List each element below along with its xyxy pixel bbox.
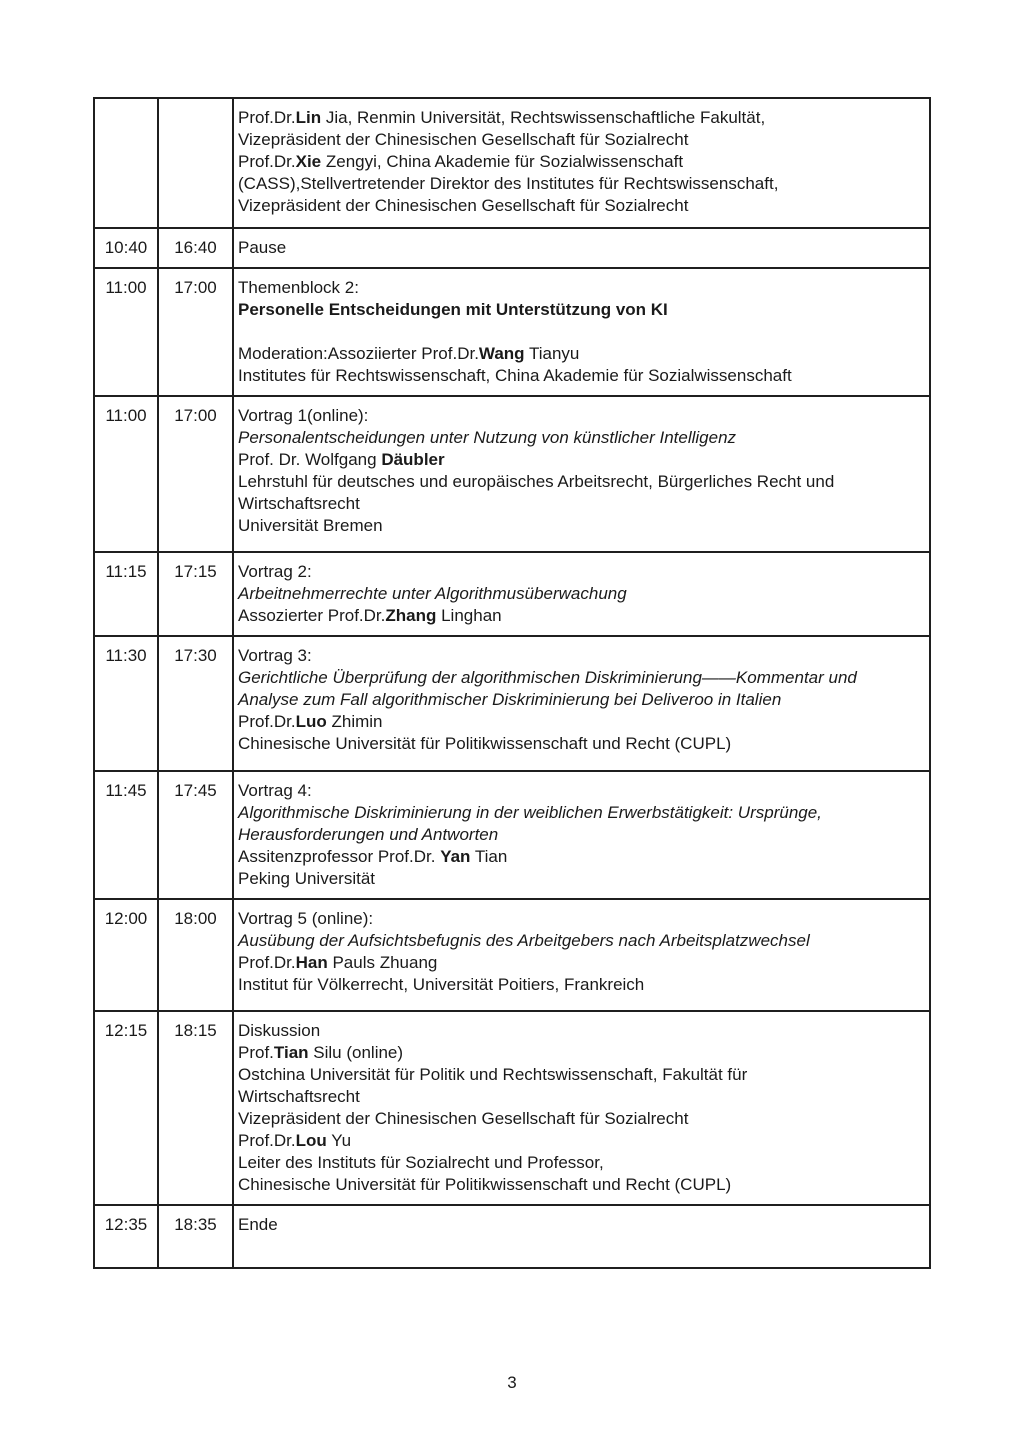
table-row [94, 268, 930, 396]
text-line [238, 974, 925, 996]
text-line [238, 427, 925, 449]
content-cell [233, 552, 930, 636]
text-segment: Linghan [436, 606, 502, 625]
content-cell [233, 1011, 930, 1205]
text-line [238, 173, 925, 195]
text-segment: Wang [478, 344, 525, 363]
text-segment: Xie [295, 152, 322, 171]
text-segment: Vortrag 3: [238, 646, 312, 665]
text-line [238, 645, 925, 667]
text-segment: Prof. Dr. Wolfgang [238, 450, 382, 469]
text-line [238, 846, 925, 868]
table-row [94, 98, 930, 228]
text-segment: Assitenzprofessor Prof.Dr. [238, 847, 441, 866]
text-line [238, 1108, 925, 1130]
text-line [238, 667, 925, 689]
text-segment: Personalentscheidungen unter Nutzung von künstlicher Intelligenz [238, 428, 737, 447]
text-segment: Gerichtliche Überprüfung der algorithmischen Diskriminierung——Kommentar und [238, 668, 857, 687]
text-segment: Ostchina Universität für Politik und Rechtswissenschaft, Fakultät für [238, 1065, 748, 1084]
text-segment: Yan [440, 847, 471, 866]
text-line [238, 321, 925, 343]
time-cell-2: 17:30 [158, 636, 233, 771]
text-segment: Prof.Dr. [238, 712, 296, 731]
text-line [238, 1130, 925, 1152]
time-cell-1: 12:00 [94, 899, 158, 1011]
table-row [94, 552, 930, 636]
text-segment: Chinesische Universität für Politikwissenschaft und Recht (CUPL) [238, 1175, 732, 1194]
text-segment: Lou [295, 1131, 327, 1150]
text-segment: Ausübung der Aufsichtsbefugnis des Arbeitgebers nach Arbeitsplatzwechsel [238, 931, 810, 950]
text-segment: Tian [470, 847, 508, 866]
text-line [238, 1214, 925, 1236]
time-cell-2 [158, 98, 233, 228]
text-line [238, 277, 925, 299]
text-line [238, 343, 925, 365]
time-cell-2: 18:15 [158, 1011, 233, 1205]
program-schedule-body [94, 98, 930, 1268]
time-cell-2: 16:40 [158, 228, 233, 268]
content-cell [233, 396, 930, 552]
text-line [238, 561, 925, 583]
text-line [238, 930, 925, 952]
time-cell-1: 11:00 [94, 396, 158, 552]
text-segment: Algorithmische Diskriminierung in der weiblichen Erwerbstätigkeit: Ursprünge, [238, 803, 822, 822]
text-line [238, 689, 925, 711]
text-line [238, 493, 925, 515]
text-segment: Vizepräsident der Chinesischen Gesellschaft für Sozialrecht [238, 130, 689, 149]
text-segment: Personelle Entscheidungen mit Unterstützung von KI [238, 300, 668, 319]
text-line [238, 129, 925, 151]
text-segment: Zhang [385, 606, 437, 625]
text-segment: Prof.Dr. [238, 1131, 296, 1150]
text-line [238, 1042, 925, 1064]
content-cell [233, 1205, 930, 1268]
text-line [238, 405, 925, 427]
text-line [238, 1174, 925, 1196]
text-segment: Tianyu [524, 344, 580, 363]
text-line [238, 908, 925, 930]
text-line [238, 780, 925, 802]
text-segment: Jia, Renmin Universität, Rechtswissenschaftliche Fakultät, [321, 108, 766, 127]
text-segment: Lehrstuhl für deutsches und europäisches Arbeitsrecht, Bürgerliches Recht und [238, 472, 835, 491]
text-line [238, 449, 925, 471]
text-segment: Vortrag 5 (online): [238, 909, 374, 928]
content-cell [233, 899, 930, 1011]
text-segment: Pauls Zhuang [327, 953, 438, 972]
time-cell-2: 17:15 [158, 552, 233, 636]
text-line [238, 195, 925, 217]
text-segment: Leiter des Instituts für Sozialrecht und Professor, [238, 1153, 604, 1172]
text-line [238, 471, 925, 493]
table-row [94, 771, 930, 899]
text-line [238, 583, 925, 605]
text-segment: Prof.Dr. [238, 953, 296, 972]
content-cell [233, 98, 930, 228]
time-cell-1: 11:45 [94, 771, 158, 899]
text-segment: Tian [273, 1043, 309, 1062]
text-segment: Vizepräsident der Chinesischen Gesellschaft für Sozialrecht [238, 1109, 689, 1128]
text-segment: Chinesische Universität für Politikwissenschaft und Recht (CUPL) [238, 734, 732, 753]
text-segment: Ende [238, 1215, 278, 1234]
text-segment: Prof.Dr. [238, 152, 296, 171]
text-segment: Analyse zum Fall algorithmischer Diskriminierung bei Deliveroo in Italien [238, 690, 782, 709]
time-cell-2: 18:00 [158, 899, 233, 1011]
content-cell [233, 228, 930, 268]
text-segment: Zengyi, China Akademie für Sozialwissenschaft [321, 152, 684, 171]
text-segment: Han [295, 953, 328, 972]
content-cell [233, 636, 930, 771]
text-segment: Vortrag 2: [238, 562, 312, 581]
time-cell-1: 11:30 [94, 636, 158, 771]
text-segment: Diskussion [238, 1021, 321, 1040]
text-segment: Herausforderungen und Antworten [238, 825, 499, 844]
text-line [238, 868, 925, 890]
table-row [94, 228, 930, 268]
text-line [238, 299, 925, 321]
text-line [238, 733, 925, 755]
text-segment: Pause [238, 238, 287, 257]
text-line [238, 107, 925, 129]
program-schedule-table [93, 97, 931, 1269]
text-segment: Yu [326, 1131, 352, 1150]
text-line [238, 237, 925, 259]
text-line [238, 605, 925, 627]
text-line [238, 1152, 925, 1174]
table-row [94, 1011, 930, 1205]
text-line [238, 711, 925, 733]
time-cell-2: 18:35 [158, 1205, 233, 1268]
text-segment: Vortrag 1(online): [238, 406, 369, 425]
table-row [94, 636, 930, 771]
text-segment: Lin [295, 108, 322, 127]
page-number: 3 [507, 1373, 517, 1392]
text-line [238, 515, 925, 537]
text-segment: Wirtschaftsrecht [238, 1087, 360, 1106]
text-segment: Institut für Völkerrecht, Universität Poitiers, Frankreich [238, 975, 645, 994]
text-segment: Däubler [381, 450, 445, 469]
text-line [238, 1086, 925, 1108]
text-line [238, 1020, 925, 1042]
text-segment: Assozierter Prof.Dr. [238, 606, 386, 625]
text-segment: Moderation:Assoziierter Prof.Dr. [238, 344, 479, 363]
content-cell [233, 268, 930, 396]
time-cell-1: 10:40 [94, 228, 158, 268]
text-line [238, 824, 925, 846]
text-segment: Prof.Dr. [238, 108, 296, 127]
time-cell-2: 17:00 [158, 268, 233, 396]
time-cell-1: 11:15 [94, 552, 158, 636]
text-segment: Arbeitnehmerrechte unter Algorithmusüberwachung [238, 584, 627, 603]
text-segment: Themenblock 2: [238, 278, 359, 297]
table-row [94, 396, 930, 552]
table-row [94, 1205, 930, 1268]
time-cell-2: 17:45 [158, 771, 233, 899]
time-cell-2: 17:00 [158, 396, 233, 552]
time-cell-1 [94, 98, 158, 228]
text-segment: Wirtschaftsrecht [238, 494, 360, 513]
text-segment: Vizepräsident der Chinesischen Gesellschaft für Sozialrecht [238, 196, 689, 215]
text-segment: Zhimin [326, 712, 383, 731]
time-cell-1: 12:15 [94, 1011, 158, 1205]
text-segment: Prof. [238, 1043, 274, 1062]
text-segment: Universität Bremen [238, 516, 383, 535]
text-segment: Silu (online) [308, 1043, 404, 1062]
text-segment: Luo [295, 712, 327, 731]
text-line [238, 365, 925, 387]
text-line [238, 952, 925, 974]
text-segment: Peking Universität [238, 869, 376, 888]
text-line [238, 802, 925, 824]
time-cell-1: 11:00 [94, 268, 158, 396]
text-line [238, 1064, 925, 1086]
text-line [238, 151, 925, 173]
text-segment: Institutes für Rechtswissenschaft, China Akademie für Sozialwissenschaft [238, 366, 792, 385]
text-segment: (CASS),Stellvertretender Direktor des Institutes für Rechtswissenschaft, [238, 174, 779, 193]
content-cell [233, 771, 930, 899]
text-segment: Vortrag 4: [238, 781, 312, 800]
time-cell-1: 12:35 [94, 1205, 158, 1268]
table-row [94, 899, 930, 1011]
